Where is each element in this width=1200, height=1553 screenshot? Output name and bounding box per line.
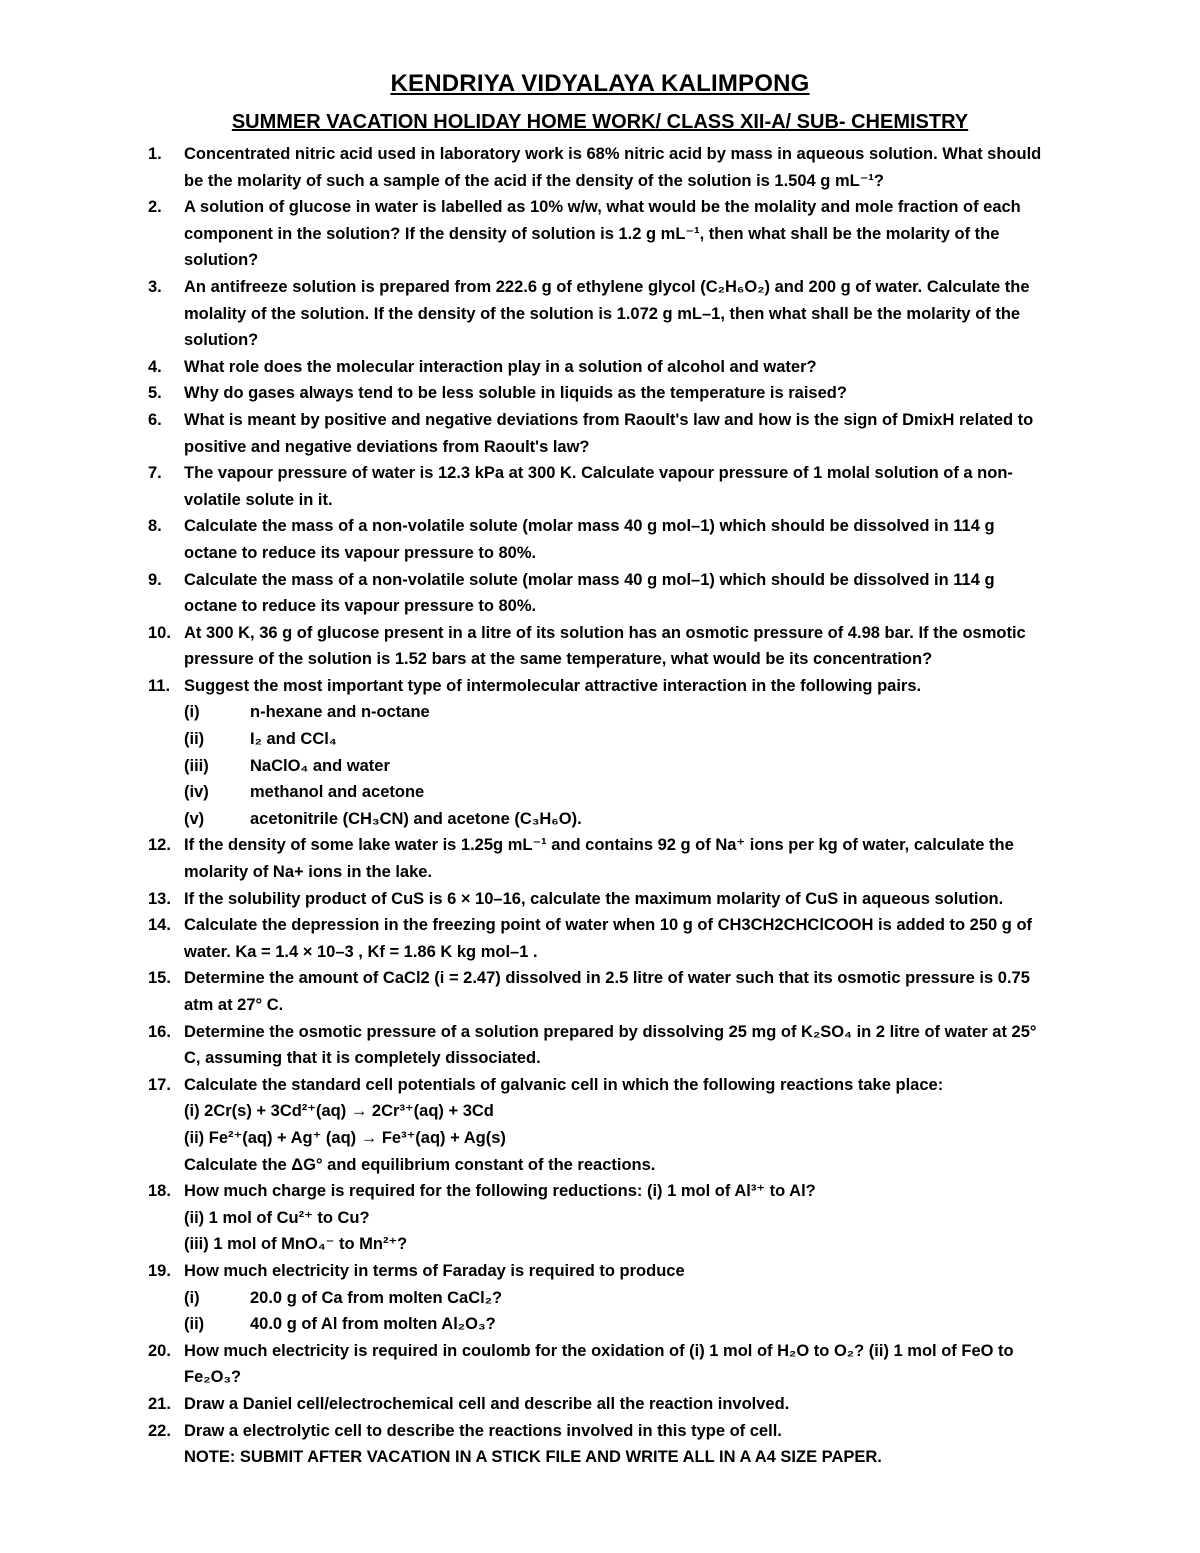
sub-question-text: 20.0 g of Ca from molten CaCl₂? [250,1288,503,1307]
question-line: (ii) Fe²⁺(aq) + Ag⁺ (aq) → Fe³⁺(aq) + Ag(s) [184,1128,506,1147]
question-item [0,354,1200,381]
question-number: 11. [148,676,171,695]
question-number: 20. [148,1341,171,1360]
question-number: 8. [148,517,162,536]
sub-question-label: (iv) [184,783,209,802]
question-line: volatile solute in it. [184,490,333,509]
question-item [0,141,1200,194]
question-item [0,673,1200,833]
question-item [0,1019,1200,1072]
question-item [0,886,1200,913]
sub-question-text: acetonitrile (CH₃CN) and acetone (C₃H₆O). [250,809,582,828]
sub-question-text: I₂ and CCl₄ [250,730,337,749]
sub-question [0,753,1200,780]
question-line: solution? [184,251,259,270]
sub-question-text: 40.0 g of Al from molten Al₂O₃? [250,1315,496,1334]
question-number: 12. [148,836,171,855]
question-item [0,460,1200,513]
question-item [0,274,1200,354]
sub-question-label: (iii) [184,756,209,775]
question-item [0,1338,1200,1391]
question-line: pressure of the solution is 1.52 bars at the same temperature, what would be its concentration? [184,650,933,669]
question-item [0,1391,1200,1418]
question-line: Concentrated nitric acid used in laboratory work is 68% nitric acid by mass in aqueous solution. What should [184,145,1042,163]
question-text [184,620,1084,673]
question-line: NOTE: SUBMIT AFTER VACATION IN A STICK FILE AND WRITE ALL IN A A4 SIZE PAPER. [184,1448,882,1467]
question-text [184,407,1084,460]
question-text [184,1391,1084,1418]
question-line: Calculate the mass of a non-volatile solute (molar mass 40 g mol–1) which should be dissolved in 114 g [184,517,995,536]
question-line: How much electricity is required in coulomb for the oxidation of (i) 1 mol of H₂O to O₂? (ii) 1 mol of FeO to [184,1341,1014,1360]
question-line: Calculate the standard cell potentials of galvanic cell in which the following reactions take place: [184,1075,944,1094]
question-text [184,274,1084,354]
question-list [0,141,1200,1471]
question-item [0,1418,1200,1471]
question-line: A solution of glucose in water is labelled as 10% w/w, what would be the molality and mole fraction of each [184,198,1021,217]
sub-question-label: (ii) [184,1315,205,1334]
question-number: 16. [148,1022,171,1041]
question-line: How much electricity in terms of Faraday is required to produce [184,1261,685,1280]
question-line: An antifreeze solution is prepared from 222.6 g of ethylene glycol (C₂H₆O₂) and 200 g of water. Calculate the [184,277,1030,296]
question-number: 22. [148,1421,171,1440]
question-text [184,965,1084,1018]
question-number: 2. [148,198,162,217]
question-text [184,513,1084,566]
question-line: Calculate the depression in the freezing point of water when 10 g of CH3CH2CHClCOOH is added to 250 g of [184,916,1033,935]
question-line: atm at 27° C. [184,996,284,1014]
question-text [184,912,1084,965]
question-line: Suggest the most important type of intermolecular attractive interaction in the following pairs. [184,676,922,695]
question-line: The vapour pressure of water is 12.3 kPa at 300 K. Calculate vapour pressure of 1 molal solution of a non- [184,464,1013,483]
sub-question [0,779,1200,806]
sub-question-text: n-hexane and n-octane [250,703,430,722]
question-line: How much charge is required for the following reductions: (i) 1 mol of Al³⁺ to Al? [184,1182,816,1201]
question-text [184,567,1084,620]
question-number: 10. [148,623,171,642]
sub-question [0,1285,1200,1312]
question-number: 7. [148,464,162,483]
question-line: octane to reduce its vapour pressure to 80%. [184,543,537,562]
question-text [184,354,1084,381]
question-item [0,407,1200,460]
question-line: Calculate the ΔG° and equilibrium constant of the reactions. [184,1155,656,1174]
sub-question-label: (v) [184,809,205,828]
page-title: KENDRIYA VIDYALAYA KALIMPONG [390,70,810,97]
question-line: (ii) 1 mol of Cu²⁺ to Cu? [184,1208,370,1227]
question-item [0,1258,1200,1338]
sub-question-label: (i) [184,703,200,722]
question-number: 5. [148,384,162,403]
question-text [184,673,1084,700]
question-text [184,1258,1084,1285]
question-number: 18. [148,1182,171,1201]
question-number: 14. [148,916,171,935]
question-text [184,1072,1084,1178]
question-line: Determine the osmotic pressure of a solution prepared by dissolving 25 mg of K₂SO₄ in 2 litre of water at 25° [184,1022,1037,1041]
question-text [184,194,1084,274]
question-number: 4. [148,357,162,376]
question-item [0,194,1200,274]
question-line: What role does the molecular interaction play in a solution of alcohol and water? [184,357,817,376]
question-line: octane to reduce its vapour pressure to 80%. [184,597,537,616]
sub-question-label: (ii) [184,730,205,749]
question-number: 6. [148,410,162,429]
question-item [0,912,1200,965]
question-item [0,1178,1200,1258]
question-item [0,567,1200,620]
question-line: (i) 2Cr(s) + 3Cd²⁺(aq) → 2Cr³⁺(aq) + 3Cd [184,1102,494,1121]
question-item [0,832,1200,885]
question-line: Why do gases always tend to be less soluble in liquids as the temperature is raised? [184,384,847,403]
question-text [184,1418,1084,1471]
sub-question-text: NaClO₄ and water [250,756,390,775]
question-number: 17. [148,1075,171,1094]
question-line: molality of the solution. If the density of the solution is 1.072 g mL–1, then what shall be the molarity of the [184,304,1021,323]
question-number: 19. [148,1261,171,1280]
question-number: 21. [148,1394,171,1413]
question-item [0,1072,1200,1178]
question-item [0,380,1200,407]
question-line: Draw a Daniel cell/electrochemical cell and describe all the reaction involved. [184,1394,790,1413]
question-line: solution? [184,331,259,350]
question-line: If the solubility product of CuS is 6 × 10–16, calculate the maximum molarity of CuS in aqueous solution. [184,889,1004,908]
question-line: molarity of Na+ ions in the lake. [184,863,433,882]
question-number: 15. [148,969,171,988]
question-text [184,1019,1084,1072]
sub-question-text: methanol and acetone [250,783,425,802]
question-line: Fe₂O₃? [184,1368,242,1387]
sub-question-label: (i) [184,1288,200,1307]
question-text [184,460,1084,513]
question-line: water. Ka = 1.4 × 10–3 , Kf = 1.86 K kg mol–1 . [184,942,538,961]
question-line: If the density of some lake water is 1.25g mL⁻¹ and contains 92 g of Na⁺ ions per kg of water, calculate the [184,836,1014,855]
question-number: 3. [148,277,162,296]
question-number: 13. [148,889,171,908]
question-text [184,141,1084,194]
question-item [0,620,1200,673]
sub-question [0,699,1200,726]
sub-question [0,806,1200,833]
question-line: Draw a electrolytic cell to describe the reactions involved in this type of cell. [184,1421,782,1440]
question-item [0,965,1200,1018]
question-text [184,1178,1084,1258]
question-text [184,380,1084,407]
question-line: component in the solution? If the density of solution is 1.2 g mL⁻¹, then what shall be the molarity of the [184,224,1000,243]
question-line: positive and negative deviations from Raoult's law? [184,437,590,456]
question-line: Determine the amount of CaCl2 (i = 2.47) dissolved in 2.5 litre of water such that its osmotic pressure is 0.75 [184,969,1030,988]
question-line: C, assuming that it is completely dissociated. [184,1049,541,1068]
question-number: 1. [148,145,162,163]
question-line: Calculate the mass of a non-volatile solute (molar mass 40 g mol–1) which should be dissolved in 114 g [184,570,995,589]
question-line: At 300 K, 36 g of glucose present in a litre of its solution has an osmotic pressure of 4.98 bar. If the osmotic [184,623,1026,642]
question-item [0,513,1200,566]
sub-question [0,1311,1200,1338]
page-subtitle: SUMMER VACATION HOLIDAY HOME WORK/ CLASS XII-A/ SUB- CHEMISTRY [231,111,969,133]
question-number: 9. [148,570,162,589]
question-text [184,832,1084,885]
question-line: What is meant by positive and negative deviations from Raoult's law and how is the sign of DmixH related to [184,410,1034,429]
sub-question [0,726,1200,753]
question-line: be the molarity of such a sample of the acid if the density of the solution is 1.504 g mL⁻¹? [184,171,884,190]
question-text [184,1338,1084,1391]
question-text [184,886,1084,913]
question-line: (iii) 1 mol of MnO₄⁻ to Mn²⁺? [184,1235,408,1254]
